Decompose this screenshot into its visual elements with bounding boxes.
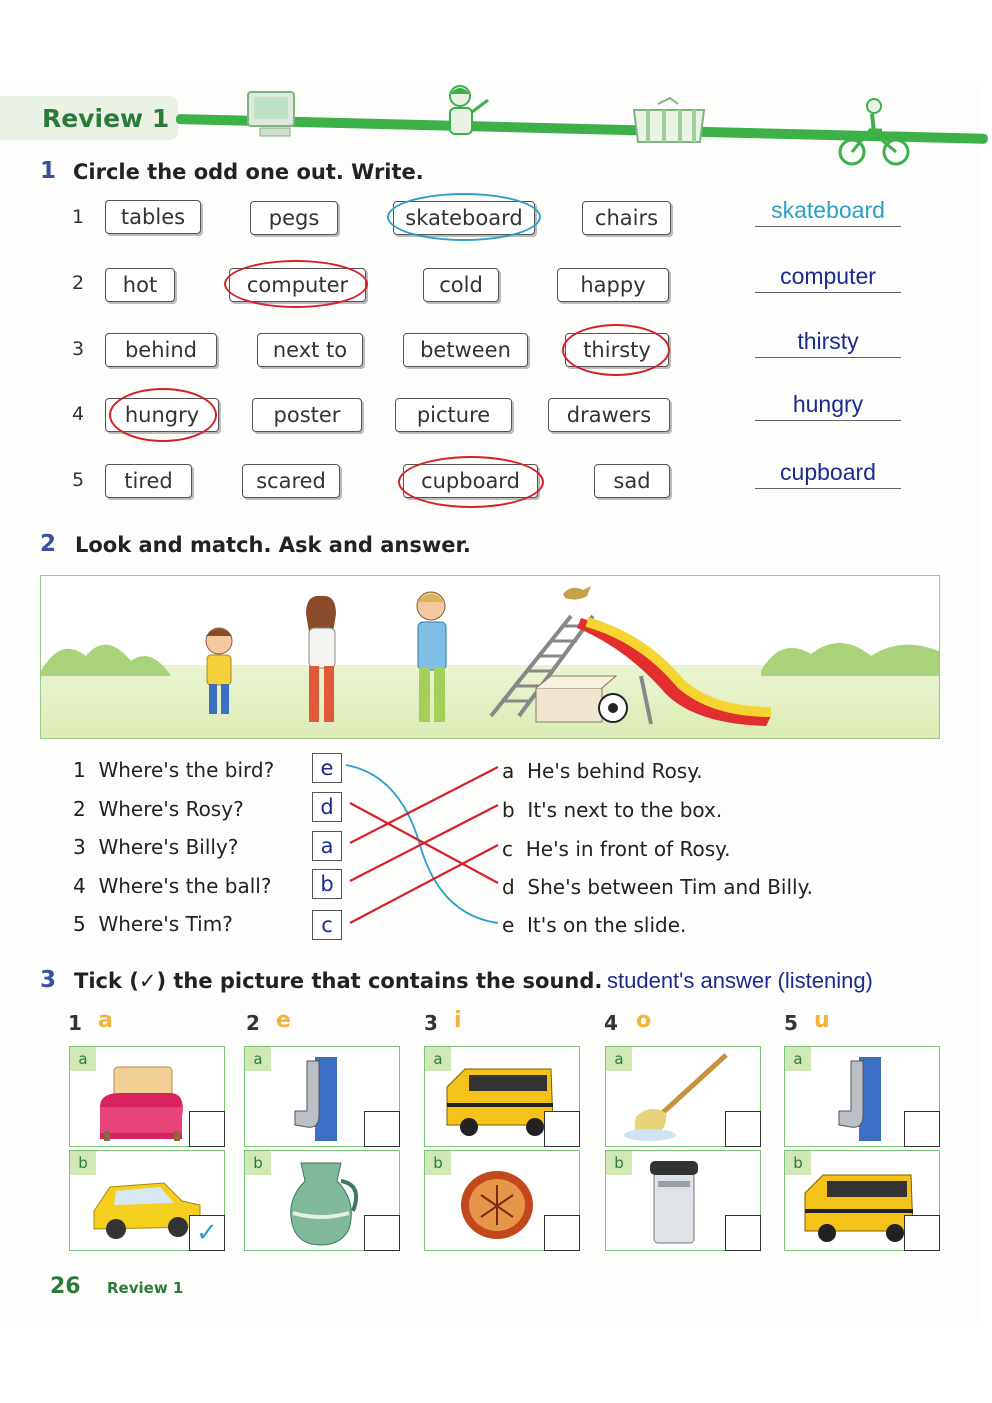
word-box[interactable]: chairs [582, 201, 671, 235]
tick-box[interactable] [725, 1111, 761, 1147]
word-box[interactable]: cupboard [403, 464, 538, 498]
page-title: Review 1 [42, 104, 170, 133]
option-label: a [70, 1047, 96, 1071]
word-box[interactable]: hungry [105, 398, 219, 432]
option-label: b [785, 1151, 811, 1175]
tim-figure [206, 628, 232, 714]
odd-one-circle [224, 260, 368, 308]
item-number: 3 [424, 1011, 438, 1035]
odd-one-circle [109, 388, 217, 442]
odd-one-circle [398, 456, 544, 508]
option-label: b [245, 1151, 271, 1175]
picture-option-b[interactable] [424, 1150, 580, 1251]
section-1-number: 1 [40, 158, 57, 184]
answer-line[interactable]: cupboard [755, 458, 901, 489]
student-answer-note: student's answer (listening) [607, 968, 873, 993]
picture-option-b[interactable] [69, 1150, 225, 1251]
tick-box[interactable] [904, 1215, 940, 1251]
answer-letter-box[interactable]: c [312, 910, 342, 940]
word-box[interactable]: skateboard [393, 201, 535, 235]
question-item: 1 Where's the bird? [73, 758, 275, 782]
sound-letter: e [276, 1008, 291, 1033]
odd-one-circle [387, 193, 541, 241]
tick-box[interactable] [364, 1111, 400, 1147]
picture-option-a[interactable] [69, 1046, 225, 1147]
tick-box[interactable] [904, 1111, 940, 1147]
answer-line[interactable]: thirsty [755, 327, 901, 358]
word-box[interactable]: poster [252, 398, 362, 432]
word-box[interactable]: picture [395, 398, 512, 432]
picture-option-a[interactable] [424, 1046, 580, 1147]
item-number: 1 [68, 1011, 82, 1035]
question-item: 3 Where's Billy? [73, 835, 239, 859]
picture-option-a[interactable] [784, 1046, 940, 1147]
row-number: 2 [72, 272, 85, 294]
option-label: a [785, 1047, 811, 1071]
picture-option-b[interactable] [244, 1150, 400, 1251]
section-2-number: 2 [40, 531, 57, 557]
billy-figure [417, 592, 446, 722]
item-number: 5 [784, 1011, 798, 1035]
word-box[interactable]: next to [257, 333, 363, 367]
word-box[interactable]: hot [105, 268, 175, 302]
section-2-instruction: Look and match. Ask and answer. [75, 533, 471, 557]
option-label: a [245, 1047, 271, 1071]
footer-label: Review 1 [107, 1279, 184, 1297]
tick-box[interactable] [544, 1111, 580, 1147]
word-box[interactable]: scared [242, 464, 340, 498]
answer-line[interactable]: skateboard [755, 196, 901, 227]
word-box[interactable]: computer [229, 268, 366, 302]
section-3-instruction: Tick (✓) the picture that contains the sound. [74, 969, 603, 993]
picture-option-a[interactable] [605, 1046, 761, 1147]
word-box[interactable]: sad [594, 464, 670, 498]
option-label: b [70, 1151, 96, 1175]
computer-icon [240, 86, 310, 142]
answer-letter-box[interactable]: e [312, 753, 342, 783]
answer-option: e It's on the slide. [502, 913, 687, 937]
tick-box[interactable]: ✓ [189, 1215, 225, 1251]
answer-letter-box[interactable]: b [312, 869, 342, 899]
section-3-number: 3 [40, 967, 57, 993]
picture-option-b[interactable] [784, 1150, 940, 1251]
word-box[interactable]: pegs [250, 201, 338, 235]
tick-box[interactable] [725, 1215, 761, 1251]
picture-option-a[interactable] [244, 1046, 400, 1147]
option-label: a [606, 1047, 632, 1071]
page-number: 26 [50, 1274, 81, 1299]
bird-figure [563, 586, 591, 600]
sound-letter: a [98, 1008, 113, 1033]
row-number: 5 [72, 469, 85, 491]
answer-line[interactable]: computer [755, 262, 901, 293]
question-item: 5 Where's Tim? [73, 912, 233, 936]
word-box[interactable]: tables [105, 200, 201, 234]
word-box[interactable]: behind [105, 333, 217, 367]
matching-lines [340, 755, 505, 940]
sound-letter: o [636, 1008, 652, 1033]
answer-option: b It's next to the box. [502, 798, 723, 822]
row-number: 4 [72, 403, 85, 425]
word-box[interactable]: thirsty [565, 333, 669, 367]
answer-option: a He's behind Rosy. [502, 759, 703, 783]
tick-box[interactable] [364, 1215, 400, 1251]
question-item: 2 Where's Rosy? [73, 797, 244, 821]
option-label: a [425, 1047, 451, 1071]
word-box[interactable]: cold [423, 268, 499, 302]
word-box[interactable]: between [403, 333, 528, 367]
word-box[interactable]: happy [557, 268, 669, 302]
answer-option: c He's in front of Rosy. [502, 837, 731, 861]
option-label: b [606, 1151, 632, 1175]
section-1-instruction: Circle the odd one out. Write. [73, 160, 424, 184]
odd-one-circle [562, 324, 670, 376]
word-box[interactable]: tired [105, 464, 192, 498]
option-label: b [425, 1151, 451, 1175]
word-box[interactable]: drawers [548, 398, 670, 432]
slide [491, 616, 771, 726]
item-number: 2 [246, 1011, 260, 1035]
item-number: 4 [604, 1011, 618, 1035]
row-number: 1 [72, 206, 85, 228]
answer-letter-box[interactable]: d [312, 792, 342, 822]
bicycle-rider-icon [836, 96, 916, 168]
answer-letter-box[interactable]: a [312, 831, 342, 861]
box-icon [628, 96, 710, 146]
tick-box[interactable] [189, 1111, 225, 1147]
question-item: 4 Where's the ball? [73, 874, 272, 898]
picture-option-b[interactable] [605, 1150, 761, 1251]
rosy-figure [306, 596, 336, 722]
sound-letter: u [814, 1008, 830, 1033]
sound-letter: i [454, 1008, 462, 1033]
playground-scene [40, 575, 940, 739]
answer-line[interactable]: hungry [755, 390, 901, 421]
playground-illustration [41, 576, 939, 738]
answer-option: d She's between Tim and Billy. [502, 875, 813, 899]
tick-box[interactable] [544, 1215, 580, 1251]
row-number: 3 [72, 338, 85, 360]
boy-waving-icon [430, 82, 502, 148]
